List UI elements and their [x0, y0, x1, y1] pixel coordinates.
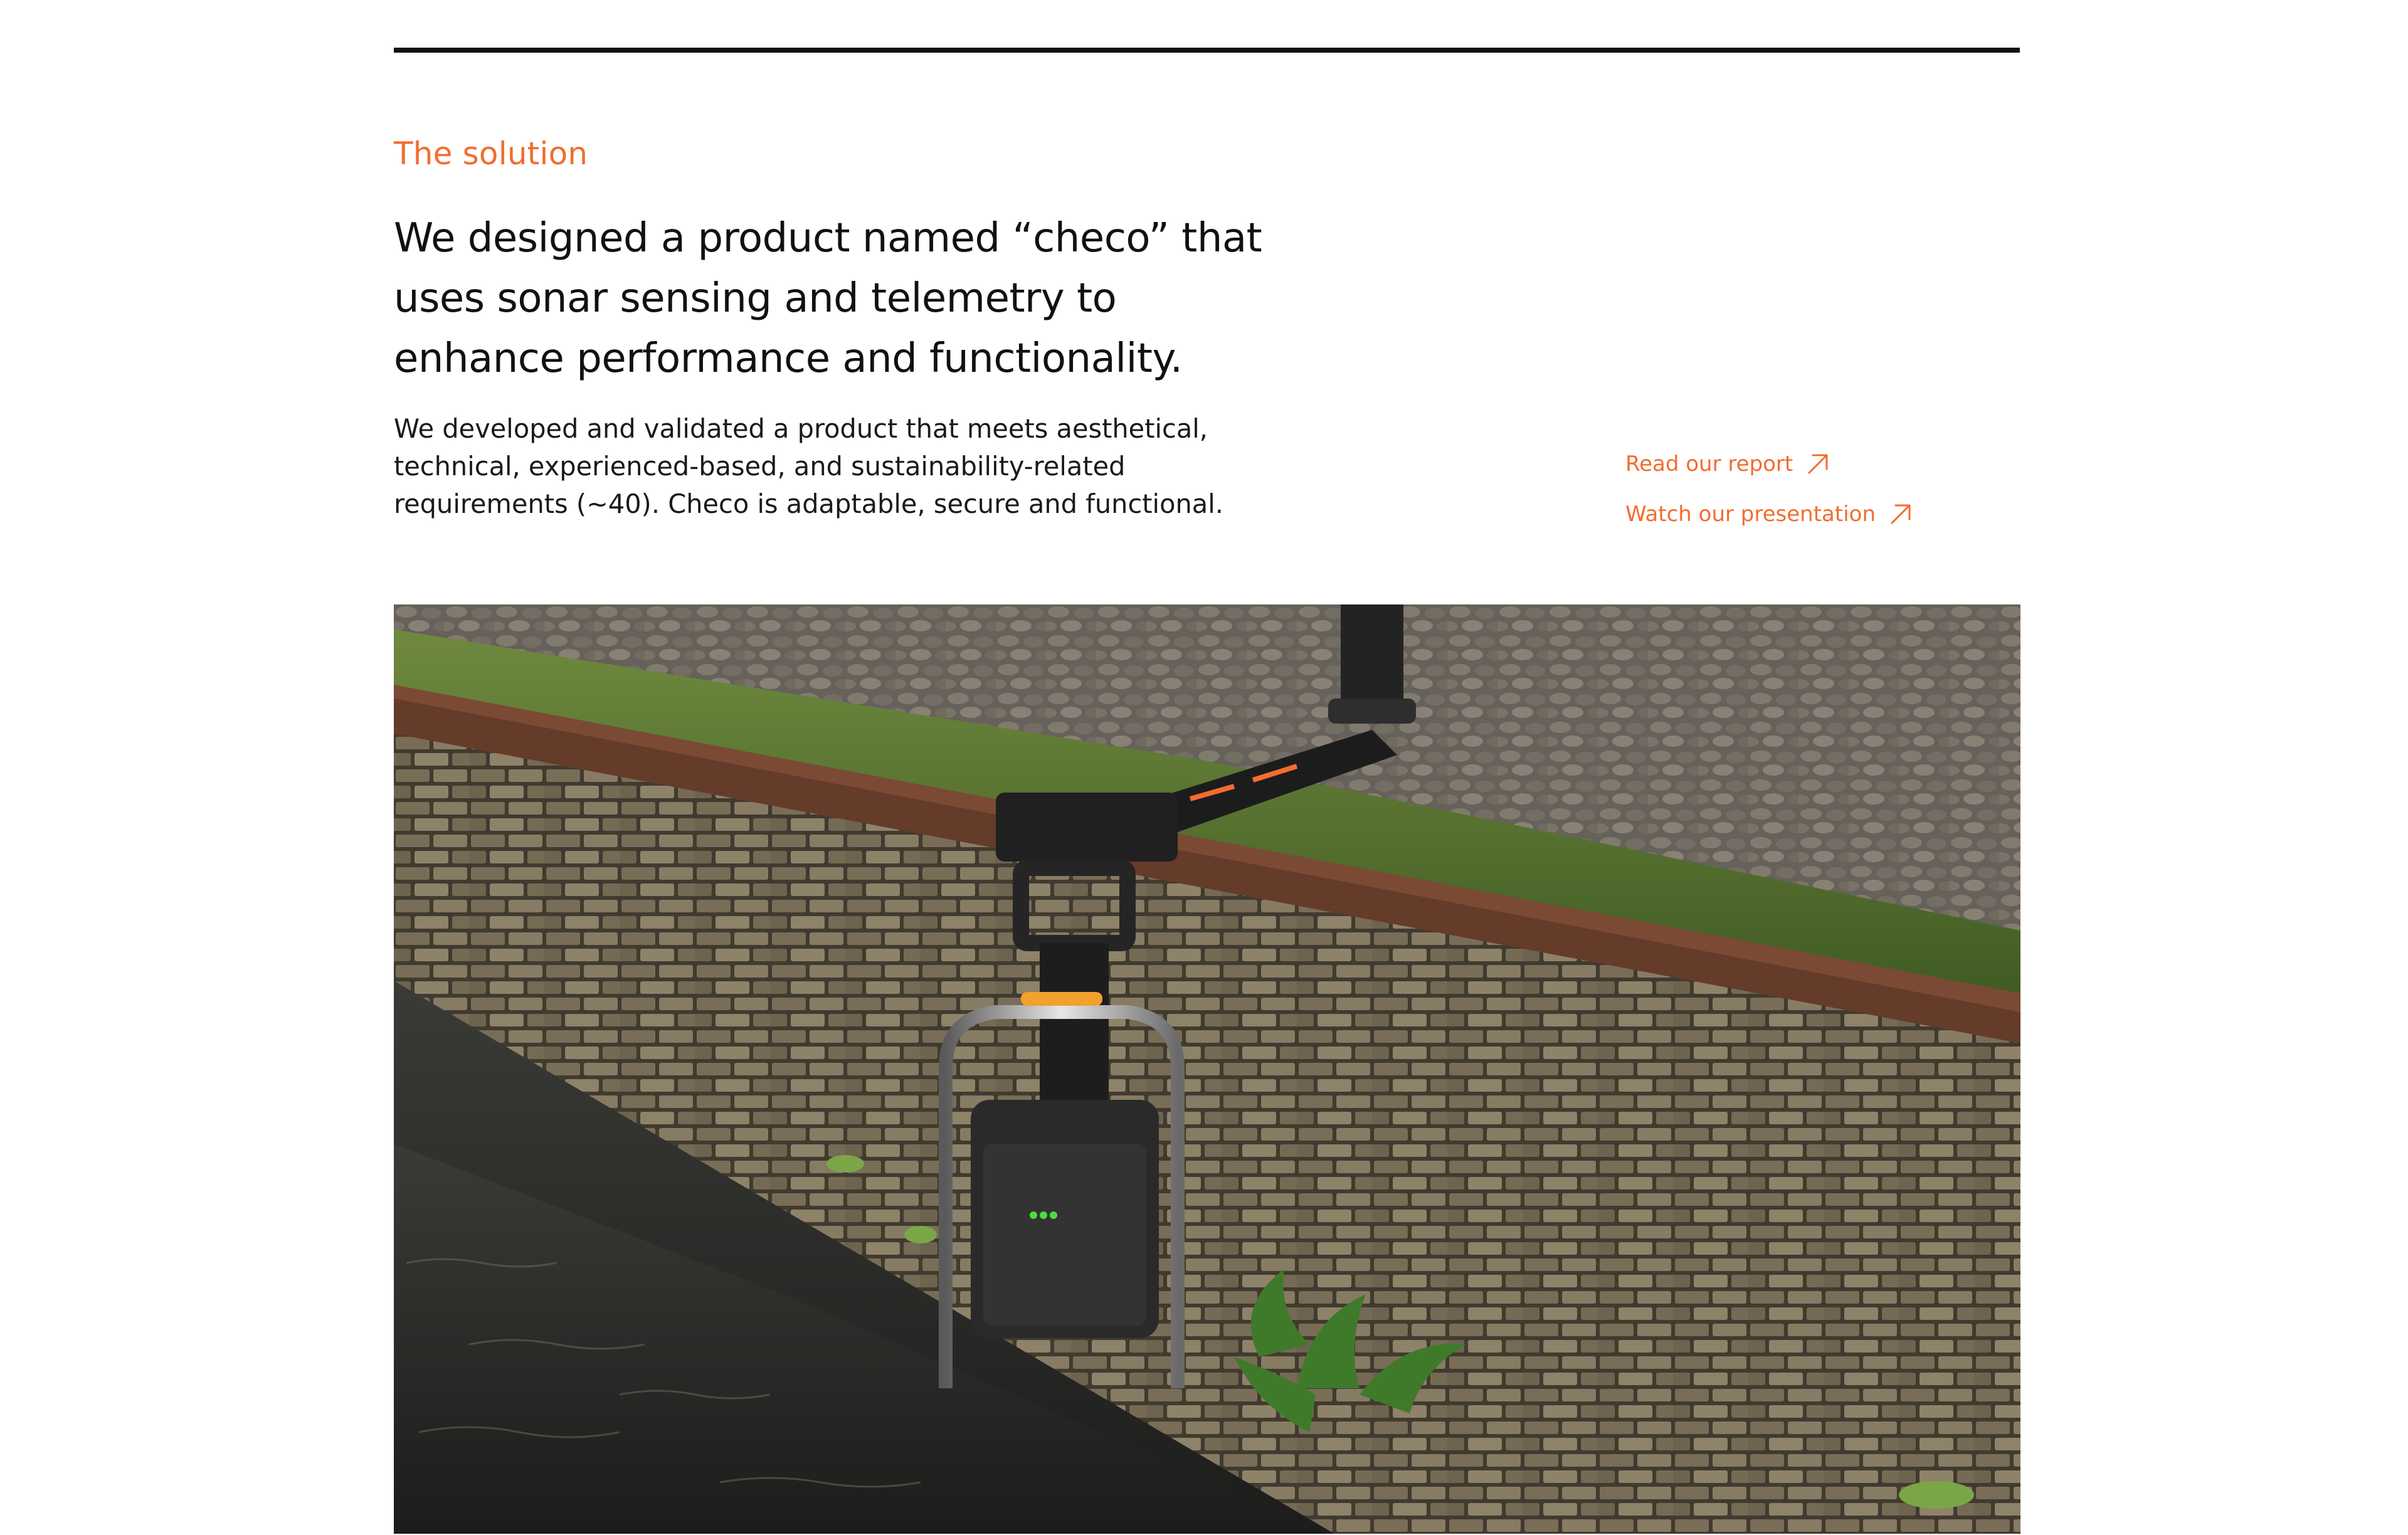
arrow-up-right-icon — [1888, 502, 1913, 527]
section-headline: We designed a product named “checo” that uses sonar sensing and telemetry to enhance performance and functionality. — [394, 215, 1262, 382]
section-body: We developed and validated a product that meets aesthetical, technical, experienced-based, and sustainability-related requirements (~40). Checo is adaptable, secure and functional. — [394, 413, 1223, 519]
arrow-up-right-icon — [1805, 451, 1830, 477]
read-report-link[interactable] — [1625, 439, 2064, 489]
product-render-image — [394, 604, 2020, 1534]
canal-wall-scene — [394, 604, 2020, 1534]
watch-presentation-link[interactable] — [1625, 489, 2064, 539]
resource-links — [1625, 439, 2064, 539]
section-divider — [394, 48, 2020, 53]
section-eyebrow: The solution — [394, 135, 588, 172]
read-report-link-label: Read our report — [1625, 451, 1793, 477]
watch-presentation-link-label: Watch our presentation — [1625, 502, 1876, 527]
